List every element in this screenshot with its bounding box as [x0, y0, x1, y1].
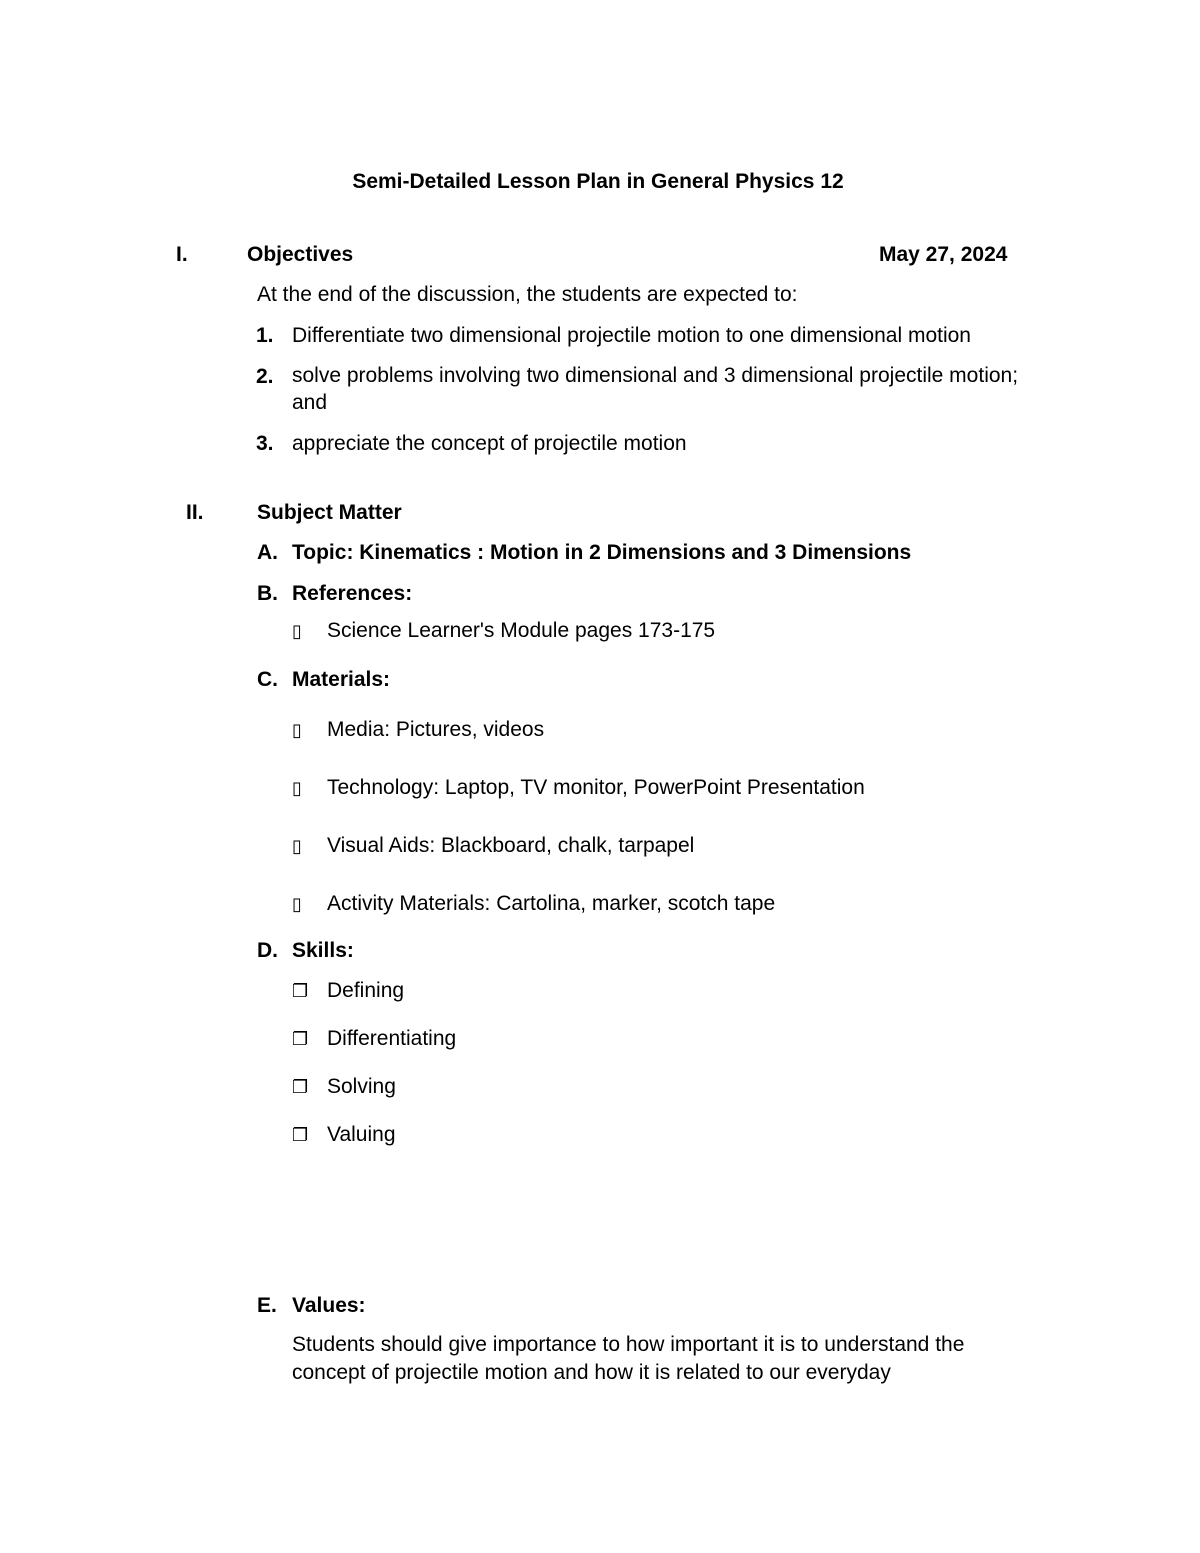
section-2-numeral: II. — [186, 501, 204, 524]
skill-bullet-icon: ❐ — [292, 1029, 309, 1050]
objective-text: Differentiate two dimensional projectile motion to one dimensional motion — [292, 324, 971, 347]
skill-bullet-icon: ❐ — [292, 1077, 309, 1098]
values-heading: Values: — [292, 1294, 366, 1317]
objective-number: 2. — [256, 365, 274, 388]
materials-letter: C. — [257, 668, 278, 691]
objectives-intro: At the end of the discussion, the students are expected to: — [257, 283, 798, 306]
skill-bullet-icon: ❐ — [292, 1125, 309, 1146]
objective-text: appreciate the concept of projectile motion — [292, 432, 687, 455]
box-bullet-icon: ▯ — [292, 621, 302, 642]
skills-letter: D. — [257, 939, 278, 962]
skill-item: Solving — [327, 1075, 396, 1098]
document-title: Semi-Detailed Lesson Plan in General Physics 12 — [352, 170, 844, 193]
box-bullet-icon: ▯ — [292, 836, 302, 857]
lesson-date: May 27, 2024 — [879, 243, 1008, 266]
materials-heading: Materials: — [292, 668, 391, 691]
objective-number: 3. — [256, 432, 274, 455]
objective-text: solve problems involving two dimensional and 3 dimensional projectile motion; and — [292, 364, 1019, 414]
box-bullet-icon: ▯ — [292, 778, 302, 799]
skill-item: Defining — [327, 979, 405, 1002]
section-2-heading: Subject Matter — [257, 501, 402, 524]
material-item: Visual Aids: Blackboard, chalk, tarpapel — [327, 834, 695, 857]
section-1-numeral: I. — [176, 243, 188, 266]
skills-heading: Skills: — [292, 939, 354, 962]
objective-number: 1. — [256, 324, 274, 347]
reference-item: Science Learner's Module pages 173-175 — [327, 619, 716, 642]
values-letter: E. — [257, 1294, 277, 1317]
material-item: Activity Materials: Cartolina, marker, scotch tape — [327, 892, 776, 915]
material-item: Technology: Laptop, TV monitor, PowerPoint Presentation — [327, 776, 865, 799]
references-letter: B. — [257, 582, 278, 605]
box-bullet-icon: ▯ — [292, 720, 302, 741]
skill-item: Valuing — [327, 1123, 396, 1146]
topic-letter: A. — [257, 541, 278, 564]
material-item: Media: Pictures, videos — [327, 718, 545, 741]
skill-item: Differentiating — [327, 1027, 457, 1050]
section-1-heading: Objectives — [247, 243, 354, 266]
box-bullet-icon: ▯ — [292, 894, 302, 915]
values-text: Students should give importance to how important it is to understand the concept of projectile motion and how it is related to our everyday — [292, 1333, 965, 1384]
topic-text: Topic: Kinematics : Motion in 2 Dimensions and 3 Dimensions — [292, 541, 912, 564]
skill-bullet-icon: ❐ — [292, 981, 309, 1002]
references-heading: References: — [292, 582, 413, 605]
